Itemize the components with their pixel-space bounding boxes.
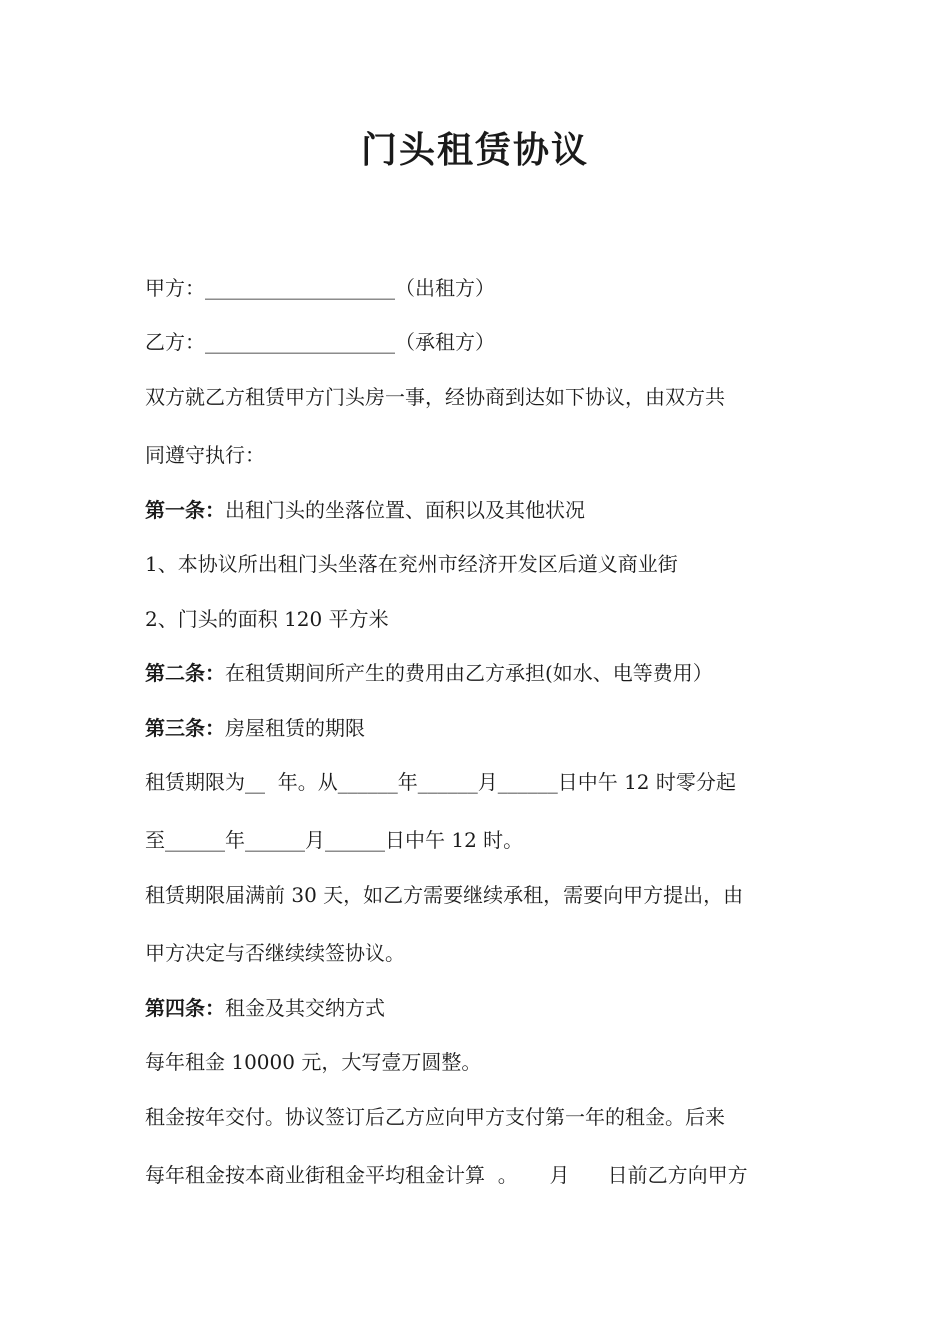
article-1-item-2: 2、门头的面积 120 平方米	[145, 607, 389, 631]
renewal-line-2: 甲方决定与否继续续签协议。	[145, 941, 405, 965]
term-line-2: 至______年______月______日中午 12 时。	[145, 828, 524, 852]
article-1-heading: 第一条：出租门头的坐落位置、面积以及其他状况	[145, 498, 585, 522]
article-1-item-1: 1、本协议所出租门头坐落在兖州市经济开发区后道义商业街	[145, 552, 678, 576]
term-line-1: 租赁期限为__ 年。从______年______月______日中午 12 时零分起	[145, 770, 736, 794]
party-b-line: 乙方：___________________（承租方）	[145, 330, 495, 354]
article-3-heading: 第三条：房屋租赁的期限	[145, 716, 365, 740]
payment-line-1: 租金按年交付。协议签订后乙方应向甲方支付第一年的租金。后来	[145, 1105, 725, 1129]
article-2-heading: 第二条：在租赁期间所产生的费用由乙方承担(如水、电等费用）	[145, 661, 713, 685]
document-title: 门头租赁协议	[360, 130, 589, 171]
renewal-line-1: 租赁期限届满前 30 天，如乙方需要继续承租，需要向甲方提出，由	[145, 883, 744, 907]
intro-line-2: 同遵守执行：	[145, 443, 265, 467]
article-4-heading: 第四条：租金及其交纳方式	[145, 996, 385, 1020]
party-a-line: 甲方：___________________（出租方）	[145, 276, 495, 300]
rent-amount-line: 每年租金 10000 元，大写壹万圆整。	[145, 1050, 482, 1074]
intro-line-1: 双方就乙方租赁甲方门头房一事，经协商到达如下协议，由双方共	[145, 385, 725, 409]
payment-line-2: 每年租金按本商业街租金平均租金计算 。 月 日前乙方向甲方	[145, 1163, 748, 1187]
